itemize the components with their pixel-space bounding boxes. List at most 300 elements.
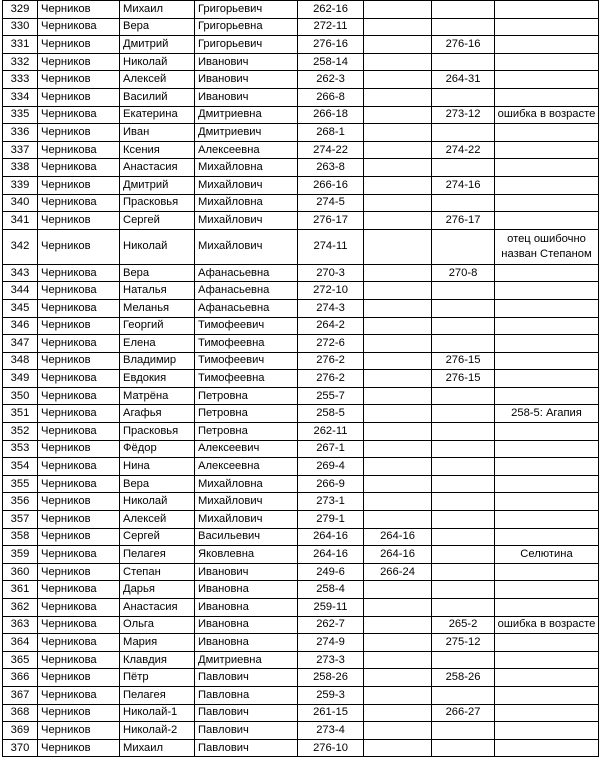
patronymic-cell: Павлович: [195, 704, 298, 722]
row-number-cell: 362: [3, 599, 38, 617]
first-name-cell: Сергей: [120, 212, 195, 230]
patronymic-cell: Григорьевич: [195, 1, 298, 19]
extra-code-cell-2: 273-12: [432, 106, 495, 124]
row-number-cell: 354: [3, 458, 38, 476]
extra-code-cell-1: [364, 229, 432, 264]
note-cell: ошибка в возрасте: [495, 616, 599, 634]
row-number-cell: 334: [3, 88, 38, 106]
table-row: [3, 352, 599, 370]
note-cell: [495, 299, 599, 317]
note-cell: 258-5: Агапия: [495, 405, 599, 423]
row-number-cell: 341: [3, 212, 38, 230]
surname-cell: Черникова: [38, 264, 120, 282]
extra-code-cell-2: 276-15: [432, 352, 495, 370]
surname-cell: Черников: [38, 212, 120, 230]
extra-code-cell-1: [364, 317, 432, 335]
record-code-cell: 261-15: [298, 704, 364, 722]
record-code-cell: 259-11: [298, 599, 364, 617]
surname-cell: Черникова: [38, 194, 120, 212]
note-cell: [495, 511, 599, 529]
patronymic-cell: Яковлевна: [195, 546, 298, 564]
table-row: [3, 528, 599, 546]
surname-cell: Черникова: [38, 634, 120, 652]
patronymic-cell: Павлович: [195, 739, 298, 757]
table-row: [3, 704, 599, 722]
table-row: [3, 176, 599, 194]
table-row: [3, 405, 599, 423]
extra-code-cell-1: [364, 1, 432, 19]
table-row: [3, 475, 599, 493]
row-number-cell: 356: [3, 493, 38, 511]
first-name-cell: Дмитрий: [120, 176, 195, 194]
extra-code-cell-1: [364, 141, 432, 159]
surname-cell: Черников: [38, 440, 120, 458]
row-number-cell: 355: [3, 475, 38, 493]
patronymic-cell: Михайловна: [195, 194, 298, 212]
record-code-cell: 249-6: [298, 563, 364, 581]
record-code-cell: 266-18: [298, 106, 364, 124]
row-number-cell: 349: [3, 370, 38, 388]
record-code-cell: 274-22: [298, 141, 364, 159]
patronymic-cell: Афанасьевна: [195, 299, 298, 317]
extra-code-cell-2: [432, 511, 495, 529]
first-name-cell: Екатерина: [120, 106, 195, 124]
first-name-cell: Меланья: [120, 299, 195, 317]
note-cell: [495, 722, 599, 740]
patronymic-cell: Михайловна: [195, 475, 298, 493]
table-row: [3, 651, 599, 669]
first-name-cell: Пелагея: [120, 546, 195, 564]
first-name-cell: Клавдия: [120, 651, 195, 669]
surname-cell: Черникова: [38, 405, 120, 423]
extra-code-cell-2: 274-22: [432, 141, 495, 159]
extra-code-cell-1: 266-24: [364, 563, 432, 581]
extra-code-cell-2: [432, 563, 495, 581]
extra-code-cell-1: [364, 440, 432, 458]
first-name-cell: Анастасия: [120, 159, 195, 177]
note-cell: [495, 141, 599, 159]
first-name-cell: Николай: [120, 53, 195, 71]
patronymic-cell: Дмитриевна: [195, 106, 298, 124]
table-row: [3, 124, 599, 142]
table-row: [3, 546, 599, 564]
row-number-cell: 367: [3, 686, 38, 704]
record-code-cell: 272-10: [298, 282, 364, 300]
row-number-cell: 342: [3, 229, 38, 264]
surname-cell: Черникова: [38, 282, 120, 300]
record-code-cell: 263-8: [298, 159, 364, 177]
table-row: [3, 387, 599, 405]
surname-cell: Черников: [38, 124, 120, 142]
row-number-cell: 329: [3, 1, 38, 19]
first-name-cell: Ольга: [120, 616, 195, 634]
table-row: [3, 53, 599, 71]
patronymic-cell: Иванович: [195, 71, 298, 89]
table-row: [3, 458, 599, 476]
extra-code-cell-1: [364, 18, 432, 36]
first-name-cell: Прасковья: [120, 423, 195, 441]
extra-code-cell-2: 264-31: [432, 71, 495, 89]
surname-cell: Черникова: [38, 370, 120, 388]
first-name-cell: Вера: [120, 18, 195, 36]
table-row: [3, 722, 599, 740]
record-code-cell: 258-4: [298, 581, 364, 599]
extra-code-cell-2: [432, 282, 495, 300]
record-code-cell: 274-9: [298, 634, 364, 652]
extra-code-cell-1: [364, 176, 432, 194]
record-code-cell: 270-3: [298, 264, 364, 282]
extra-code-cell-1: [364, 686, 432, 704]
row-number-cell: 359: [3, 546, 38, 564]
record-code-cell: 273-4: [298, 722, 364, 740]
extra-code-cell-1: [364, 352, 432, 370]
surname-cell: Черникова: [38, 581, 120, 599]
first-name-cell: Дмитрий: [120, 36, 195, 54]
extra-code-cell-2: [432, 53, 495, 71]
patronymic-cell: Васильевич: [195, 528, 298, 546]
note-cell: [495, 528, 599, 546]
extra-code-cell-2: [432, 722, 495, 740]
table-row: [3, 317, 599, 335]
patronymic-cell: Михайлович: [195, 511, 298, 529]
extra-code-cell-2: 258-26: [432, 669, 495, 687]
patronymic-cell: Петровна: [195, 423, 298, 441]
surname-cell: Черников: [38, 704, 120, 722]
table-row: [3, 739, 599, 757]
row-number-cell: 361: [3, 581, 38, 599]
record-code-cell: 264-16: [298, 546, 364, 564]
table-row: [3, 616, 599, 634]
extra-code-cell-2: [432, 229, 495, 264]
surname-cell: Черников: [38, 511, 120, 529]
row-number-cell: 352: [3, 423, 38, 441]
patronymic-cell: Михайлович: [195, 212, 298, 230]
table-row: [3, 423, 599, 441]
record-code-cell: 276-2: [298, 370, 364, 388]
row-number-cell: 348: [3, 352, 38, 370]
note-cell: [495, 352, 599, 370]
record-code-cell: 262-11: [298, 423, 364, 441]
extra-code-cell-2: 276-17: [432, 212, 495, 230]
row-number-cell: 357: [3, 511, 38, 529]
surname-cell: Черникова: [38, 18, 120, 36]
first-name-cell: Вера: [120, 475, 195, 493]
extra-code-cell-2: [432, 651, 495, 669]
first-name-cell: Михаил: [120, 739, 195, 757]
extra-code-cell-2: [432, 317, 495, 335]
table-row: [3, 141, 599, 159]
extra-code-cell-2: [432, 159, 495, 177]
row-number-cell: 346: [3, 317, 38, 335]
table-row: [3, 686, 599, 704]
record-code-cell: 262-16: [298, 1, 364, 19]
table-row: [3, 511, 599, 529]
surname-cell: Черников: [38, 36, 120, 54]
row-number-cell: 369: [3, 722, 38, 740]
surname-cell: Черникова: [38, 299, 120, 317]
patronymic-cell: Иванович: [195, 53, 298, 71]
surname-cell: Черникова: [38, 651, 120, 669]
row-number-cell: 363: [3, 616, 38, 634]
patronymic-cell: Павлович: [195, 722, 298, 740]
record-code-cell: 273-3: [298, 651, 364, 669]
note-cell: [495, 704, 599, 722]
first-name-cell: Николай: [120, 229, 195, 264]
note-cell: [495, 440, 599, 458]
table-row: [3, 669, 599, 687]
surname-cell: Черникова: [38, 458, 120, 476]
first-name-cell: Владимир: [120, 352, 195, 370]
first-name-cell: Пётр: [120, 669, 195, 687]
record-code-cell: 258-26: [298, 669, 364, 687]
note-cell: [495, 88, 599, 106]
note-cell: [495, 475, 599, 493]
patronymic-cell: Ивановна: [195, 599, 298, 617]
row-number-cell: 337: [3, 141, 38, 159]
surname-cell: Черников: [38, 739, 120, 757]
row-number-cell: 347: [3, 335, 38, 353]
patronymic-cell: Дмитриевич: [195, 124, 298, 142]
row-number-cell: 340: [3, 194, 38, 212]
surname-cell: Черникова: [38, 106, 120, 124]
extra-code-cell-2: [432, 493, 495, 511]
record-code-cell: 258-5: [298, 405, 364, 423]
row-number-cell: 330: [3, 18, 38, 36]
note-cell: [495, 71, 599, 89]
extra-code-cell-2: [432, 1, 495, 19]
first-name-cell: Алексей: [120, 511, 195, 529]
extra-code-cell-1: [364, 212, 432, 230]
row-number-cell: 345: [3, 299, 38, 317]
extra-code-cell-1: [364, 194, 432, 212]
extra-code-cell-1: [364, 88, 432, 106]
extra-code-cell-2: [432, 475, 495, 493]
table-row: [3, 370, 599, 388]
row-number-cell: 353: [3, 440, 38, 458]
record-code-cell: 255-7: [298, 387, 364, 405]
patronymic-cell: Ивановна: [195, 581, 298, 599]
extra-code-cell-1: [364, 53, 432, 71]
extra-code-cell-2: 276-15: [432, 370, 495, 388]
note-cell: [495, 36, 599, 54]
extra-code-cell-1: [364, 299, 432, 317]
extra-code-cell-2: [432, 739, 495, 757]
extra-code-cell-2: [432, 335, 495, 353]
note-cell: [495, 387, 599, 405]
extra-code-cell-1: [364, 370, 432, 388]
note-cell: [495, 194, 599, 212]
record-code-cell: 279-1: [298, 511, 364, 529]
surname-cell: Черникова: [38, 423, 120, 441]
extra-code-cell-2: [432, 423, 495, 441]
first-name-cell: Василий: [120, 88, 195, 106]
first-name-cell: Агафья: [120, 405, 195, 423]
surname-cell: Черников: [38, 317, 120, 335]
note-cell: [495, 53, 599, 71]
record-code-cell: 264-16: [298, 528, 364, 546]
note-cell: [495, 264, 599, 282]
first-name-cell: Мария: [120, 634, 195, 652]
extra-code-cell-1: [364, 159, 432, 177]
surname-cell: Черников: [38, 88, 120, 106]
patronymic-cell: Ивановна: [195, 634, 298, 652]
surname-cell: Черников: [38, 493, 120, 511]
patronymic-cell: Григорьевич: [195, 36, 298, 54]
row-number-cell: 365: [3, 651, 38, 669]
note-cell: [495, 423, 599, 441]
record-code-cell: 276-17: [298, 212, 364, 230]
note-cell: [495, 581, 599, 599]
row-number-cell: 358: [3, 528, 38, 546]
row-number-cell: 368: [3, 704, 38, 722]
surname-cell: Черников: [38, 352, 120, 370]
extra-code-cell-1: [364, 458, 432, 476]
row-number-cell: 370: [3, 739, 38, 757]
patronymic-cell: Тимофеевич: [195, 317, 298, 335]
extra-code-cell-1: [364, 669, 432, 687]
row-number-cell: 333: [3, 71, 38, 89]
patronymic-cell: Иванович: [195, 563, 298, 581]
row-number-cell: 332: [3, 53, 38, 71]
patronymic-cell: Петровна: [195, 387, 298, 405]
table-row: [3, 88, 599, 106]
first-name-cell: Николай-1: [120, 704, 195, 722]
extra-code-cell-1: [364, 387, 432, 405]
surname-cell: Черников: [38, 53, 120, 71]
record-code-cell: 259-3: [298, 686, 364, 704]
extra-code-cell-1: [364, 616, 432, 634]
extra-code-cell-2: [432, 440, 495, 458]
table-row: [3, 194, 599, 212]
table-row: [3, 282, 599, 300]
extra-code-cell-1: [364, 423, 432, 441]
extra-code-cell-2: [432, 546, 495, 564]
patronymic-cell: Афанасьевна: [195, 264, 298, 282]
patronymic-cell: Афанасьевна: [195, 282, 298, 300]
first-name-cell: Нина: [120, 458, 195, 476]
extra-code-cell-1: [364, 405, 432, 423]
extra-code-cell-1: [364, 581, 432, 599]
records-table: [2, 0, 599, 757]
record-code-cell: 258-14: [298, 53, 364, 71]
patronymic-cell: Дмитриевна: [195, 651, 298, 669]
surname-cell: Черникова: [38, 475, 120, 493]
patronymic-cell: Павлович: [195, 669, 298, 687]
first-name-cell: Георгий: [120, 317, 195, 335]
extra-code-cell-1: [364, 722, 432, 740]
note-cell: [495, 370, 599, 388]
surname-cell: Черникова: [38, 335, 120, 353]
table-row: [3, 335, 599, 353]
row-number-cell: 331: [3, 36, 38, 54]
record-code-cell: 268-1: [298, 124, 364, 142]
table-row: [3, 71, 599, 89]
extra-code-cell-1: [364, 475, 432, 493]
patronymic-cell: Алексеевич: [195, 440, 298, 458]
extra-code-cell-2: 265-2: [432, 616, 495, 634]
extra-code-cell-1: [364, 739, 432, 757]
extra-code-cell-2: [432, 686, 495, 704]
row-number-cell: 336: [3, 124, 38, 142]
extra-code-cell-1: [364, 511, 432, 529]
records-table-body: [3, 1, 599, 757]
record-code-cell: 274-3: [298, 299, 364, 317]
surname-cell: Черникова: [38, 616, 120, 634]
row-number-cell: 338: [3, 159, 38, 177]
patronymic-cell: Павловна: [195, 686, 298, 704]
row-number-cell: 364: [3, 634, 38, 652]
note-cell: [495, 18, 599, 36]
extra-code-cell-1: [364, 106, 432, 124]
extra-code-cell-1: [364, 651, 432, 669]
extra-code-cell-2: 275-12: [432, 634, 495, 652]
first-name-cell: Евдокия: [120, 370, 195, 388]
surname-cell: Черников: [38, 176, 120, 194]
surname-cell: Черников: [38, 71, 120, 89]
table-row: [3, 264, 599, 282]
record-code-cell: 262-7: [298, 616, 364, 634]
record-code-cell: 276-16: [298, 36, 364, 54]
extra-code-cell-2: [432, 299, 495, 317]
extra-code-cell-1: [364, 71, 432, 89]
surname-cell: Черников: [38, 1, 120, 19]
note-cell: [495, 669, 599, 687]
note-cell: [495, 1, 599, 19]
extra-code-cell-2: [432, 194, 495, 212]
patronymic-cell: Григорьевна: [195, 18, 298, 36]
patronymic-cell: Тимофеевич: [195, 352, 298, 370]
extra-code-cell-1: [364, 264, 432, 282]
surname-cell: Черников: [38, 229, 120, 264]
table-row: [3, 599, 599, 617]
record-code-cell: 274-5: [298, 194, 364, 212]
patronymic-cell: Михайлович: [195, 176, 298, 194]
first-name-cell: Николай-2: [120, 722, 195, 740]
surname-cell: Черникова: [38, 686, 120, 704]
patronymic-cell: Петровна: [195, 405, 298, 423]
record-code-cell: 269-4: [298, 458, 364, 476]
note-cell: Селютина: [495, 546, 599, 564]
extra-code-cell-1: 264-16: [364, 528, 432, 546]
patronymic-cell: Ивановна: [195, 616, 298, 634]
extra-code-cell-1: [364, 36, 432, 54]
note-cell: отец ошибочно назван Степаном: [495, 229, 599, 264]
note-cell: [495, 176, 599, 194]
patronymic-cell: Алексеевна: [195, 141, 298, 159]
record-code-cell: 276-2: [298, 352, 364, 370]
table-row: [3, 299, 599, 317]
table-row: [3, 493, 599, 511]
extra-code-cell-2: [432, 581, 495, 599]
extra-code-cell-2: [432, 458, 495, 476]
surname-cell: Черников: [38, 669, 120, 687]
patronymic-cell: Михайлович: [195, 493, 298, 511]
table-row: [3, 159, 599, 177]
extra-code-cell-2: [432, 599, 495, 617]
first-name-cell: Вера: [120, 264, 195, 282]
note-cell: [495, 599, 599, 617]
record-code-cell: 273-1: [298, 493, 364, 511]
extra-code-cell-2: [432, 88, 495, 106]
extra-code-cell-2: [432, 18, 495, 36]
note-cell: [495, 651, 599, 669]
table-row: [3, 18, 599, 36]
first-name-cell: Пелагея: [120, 686, 195, 704]
note-cell: [495, 563, 599, 581]
patronymic-cell: Алексеевна: [195, 458, 298, 476]
note-cell: [495, 159, 599, 177]
first-name-cell: Ксения: [120, 141, 195, 159]
